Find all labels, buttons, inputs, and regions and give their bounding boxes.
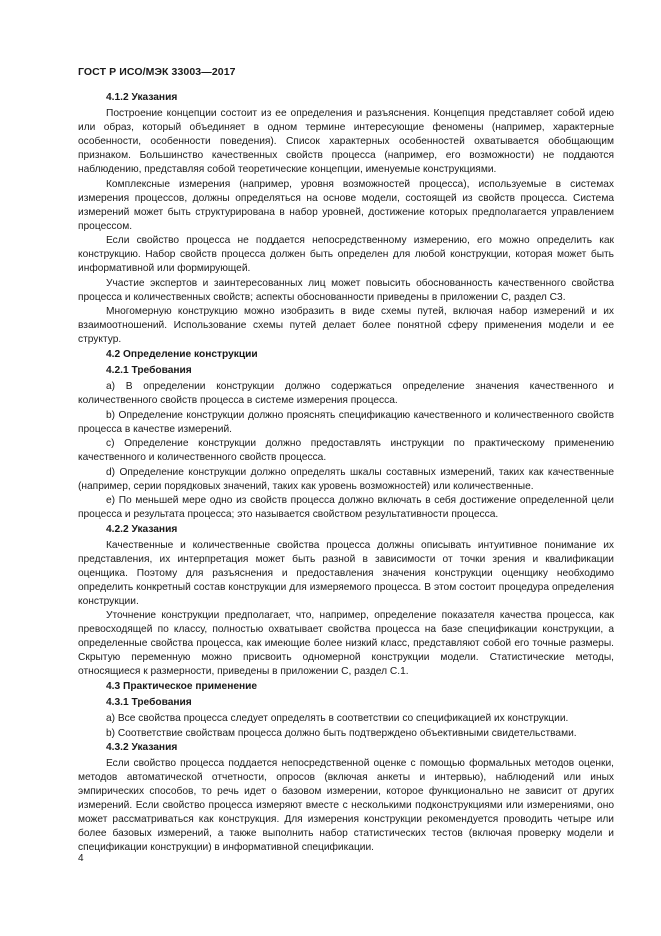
paragraph: Комплексные измерения (например, уровня возможностей процесса), используемые в системах измерения процессов, должны определяться на основе модели, состоящей из свойств процесса. Система измерений может быть структурирована в набор уровней, достижение которых предполагается управлением процессом. xyxy=(78,178,614,232)
section-heading: 4.3.2 Указания xyxy=(106,742,178,753)
section-heading: 4.2.1 Требования xyxy=(106,365,192,376)
paragraph: Уточнение конструкции предполагает, что, например, определение показателя качества процесса, как превосходящей по классу, полностью охватывает свойства процесса на базе спецификации конструкции, а определенные свойства процесса, как имеющие более низкий класс, представляют собой его точные размеры. Скрытую переменную можно присвоить одномерной конструкции модели. Статистические методы, относящиеся к размерности, приведены в приложении С, раздел С.1. xyxy=(78,610,614,677)
list-item: c) Определение конструкции должно предоставлять инструкции по практическому применению качественного и количественного свойств процесса. xyxy=(78,438,614,463)
document-body xyxy=(78,91,614,856)
list-item: e) По меньшей мере одно из свойств процесса должно включать в себя достижение определенной цели процесса и результата процесса; это называется свойством результативности процесса. xyxy=(78,495,614,520)
paragraph: Многомерную конструкцию можно изобразить в виде схемы путей, включая набор измерений и их взаимоотношений. Использование схемы путей делает более понятной сферу применения модели и ее структур. xyxy=(78,306,614,345)
list-item: b) Соответствие свойствам процесса должно быть подтверждено объективными свидетельствами. xyxy=(106,727,577,739)
list-item: b) Определение конструкции должно прояснять спецификацию качественного и количественного свойств процесса в качестве измерений. xyxy=(78,409,614,435)
document-header: ГОСТ Р ИСО/МЭК 33003—2017 xyxy=(78,66,236,78)
paragraph: Если свойство процесса поддается непосредственной оценке с помощью формальных методов оценки, методов автоматической отчетности, опросов (включая анкеты и интервью), наблюдений или иных эмпирических способов, то речь идет о базовом измерении, которое функционально не зависит от других измерений. Если свойство процесса измеряют вместе с несколькими подконструкциями или измерениями, оно может рассматриваться как конструкция. Для измерения конструкции рекомендуется проводить четыре или более базовых измерений, а также выполнить набор статистических тестов (включая проверку модели и спецификации конструкции) в информативной спецификации. xyxy=(78,758,614,853)
section-heading: 4.2 Определение конструкции xyxy=(106,349,258,360)
paragraph: Построение концепции состоит из ее определения и разъяснения. Концепция представляет собой идею или образ, который объединяет в одном термине интересующие феномены (например, характерные особенности, особенности поведения). Список характерных особенностей охватывается обобщающим признаком. Большинство качественных свойств процесса (например, его возможности) не поддаются наблюдению, представляя собой теоретические концепции, именуемые конструкциями. xyxy=(78,108,614,175)
paragraph: Если свойство процесса не поддается непосредственному измерению, его можно определить как конструкцию. Набор свойств процесса должен быть определен для любой конструкции, которая может быть информативной или формирующей. xyxy=(78,235,614,274)
section-heading: 4.3.1 Требования xyxy=(106,697,192,708)
section-heading: 4.1.2 Указания xyxy=(106,92,178,103)
list-item: a) В определении конструкции должно содержаться определение значения качественного и количественного свойств процесса в системе измерения процесса. xyxy=(78,381,614,406)
section-heading: 4.3 Практическое применение xyxy=(106,681,258,692)
list-item: d) Определение конструкции должно определять шкалы составных измерений, таких как качественные (например, серии порядковых значений, таких как уровень возможностей) или количественные. xyxy=(78,466,614,492)
paragraph: Качественные и количественные свойства процесса должны описывать интуитивное понимание их представления, их интерпретация может быть разной в зависимости от точки зрения и квалификации оценщика. Поэтому для разъяснения и предоставления значения конструкции оценщику необходимо определить конкретный состав конструкции для измеряемого процесса. В этом состоит процедура определения конструкции. xyxy=(78,539,614,607)
page-number: 4 xyxy=(78,853,84,864)
section-heading: 4.2.2 Указания xyxy=(106,523,178,535)
paragraph: Участие экспертов и заинтересованных лиц может повысить обоснованность качественного свойства процесса и количественных свойств; аспекты обоснованности приведены в приложении С, раздел С3. xyxy=(78,277,614,303)
list-item: a) Все свойства процесса следует определять в соответствии со спецификацией их конструкции. xyxy=(106,713,569,724)
